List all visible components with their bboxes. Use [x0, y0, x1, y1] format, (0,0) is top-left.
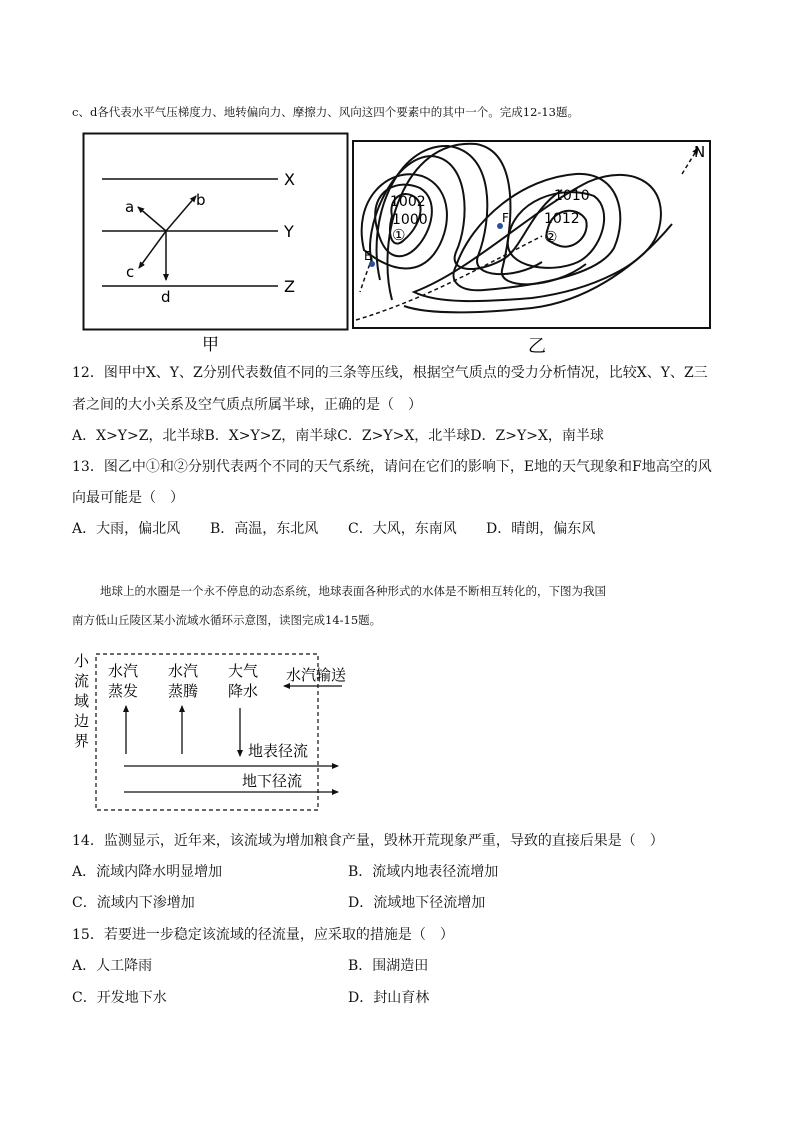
q15-option-c: C．开发地下水: [72, 990, 167, 1006]
isobar-label-1010: 1010: [554, 188, 590, 204]
boundary-char-5: 界: [74, 732, 90, 750]
q14-option-d: D．流域地下径流增加: [348, 895, 486, 911]
evap-label-2: 蒸发: [108, 682, 139, 700]
q14-option-b: B．流域内地表径流增加: [348, 864, 499, 880]
north-label: N: [694, 143, 706, 161]
q12-stem-line2: 者之间的大小关系及空气质点所属半球，正确的是（ ）: [72, 397, 422, 413]
point-e-label: E: [364, 249, 372, 263]
isobar-label-1002: 1002: [390, 194, 426, 210]
q15-option-a: A．人工降雨: [72, 958, 153, 974]
q15-option-d: D．封山育林: [348, 990, 430, 1006]
q13-option-d: D．晴朗，偏东风: [486, 521, 596, 537]
q14-stem: 14．监测显示，近年来，该流域为增加粮食产量，毁林开荒现象严重，导致的直接后果是（ ）: [72, 833, 664, 849]
q13-option-b: B．高温，东北风: [210, 521, 319, 537]
caption-jia: 甲: [202, 335, 219, 354]
boundary-char-1: 小: [74, 652, 90, 670]
ground-runoff-label: 地下径流: [242, 772, 303, 790]
q13-option-a: A．大雨，偏北风: [72, 521, 181, 537]
isobar-label-1000: 1000: [392, 212, 428, 228]
precip-label-2: 降水: [228, 682, 259, 700]
intro-text-12-13: c、d各代表水平气压梯度力、地转偏向力、摩擦力、风向这四个要素中的其中一个。完成12-13题。: [72, 105, 579, 119]
q15-option-b: B．围湖造田: [348, 958, 429, 974]
q13-stem-line2: 向最可能是（ ）: [72, 490, 184, 506]
arrow-c: [139, 231, 166, 268]
boundary-char-4: 边: [74, 712, 90, 730]
evap-label-1: 水汽: [108, 662, 139, 680]
label-x: X: [284, 170, 295, 189]
transp-label-1: 水汽: [168, 662, 199, 680]
isobar-high-3: [454, 174, 621, 290]
transport-label: 水汽输送: [286, 666, 347, 684]
figure-jia: [82, 132, 350, 354]
intro-text-14-15-line2: 南方低山丘陵区某小流域水循环示意图，读图完成14-15题。: [72, 613, 382, 627]
caption-yi: 乙: [528, 336, 546, 356]
label-b: b: [196, 191, 206, 209]
center-1: ①: [392, 226, 406, 244]
label-d: d: [161, 288, 171, 306]
point-f-label: F: [502, 211, 509, 225]
center-2: ②: [544, 228, 558, 246]
q12-stem-line1: 12．图甲中X、Y、Z分别代表数值不同的三条等压线，根据空气质点的受力分析情况，比较X、Y、Z三: [72, 365, 708, 381]
surface-runoff-label: 地表径流: [248, 742, 309, 760]
transp-label-2: 蒸腾: [168, 682, 199, 700]
figure-yi: [352, 140, 712, 356]
isobar-label-1012: 1012: [544, 211, 580, 227]
q14-option-a: A．流域内降水明显增加: [72, 864, 223, 880]
precip-label-1: 大气: [228, 662, 259, 680]
q14-option-c: C．流域内下渗增加: [72, 895, 195, 911]
intro-text-14-15-line1: 地球上的水圈是一个永不停息的动态系统，地球表面各种形式的水体是不断相互转化的，下图为我国: [100, 584, 606, 598]
label-y: Y: [284, 222, 294, 241]
label-z: Z: [284, 277, 295, 296]
arrow-a: [138, 207, 166, 231]
q13-stem-line1: 13．图乙中①和②分别代表两个不同的天气系统，请问在它们的影响下，E地的天气现象和F地高空的风: [72, 459, 712, 475]
water-cycle-figure: [70, 646, 370, 816]
label-a: a: [125, 198, 135, 216]
q13-option-c: C．大风，东南风: [348, 521, 457, 537]
label-c: c: [126, 263, 135, 281]
q15-stem: 15．若要进一步稳定该流域的径流量，应采取的措施是（ ）: [72, 927, 454, 943]
boundary-char-2: 流: [74, 672, 90, 690]
boundary-char-3: 域: [74, 692, 90, 710]
q12-options: A．X>Y>Z，北半球B．X>Y>Z，南半球C．Z>Y>X，北半球D．Z>Y>X，南半球: [72, 428, 604, 444]
arrow-b: [166, 196, 196, 231]
